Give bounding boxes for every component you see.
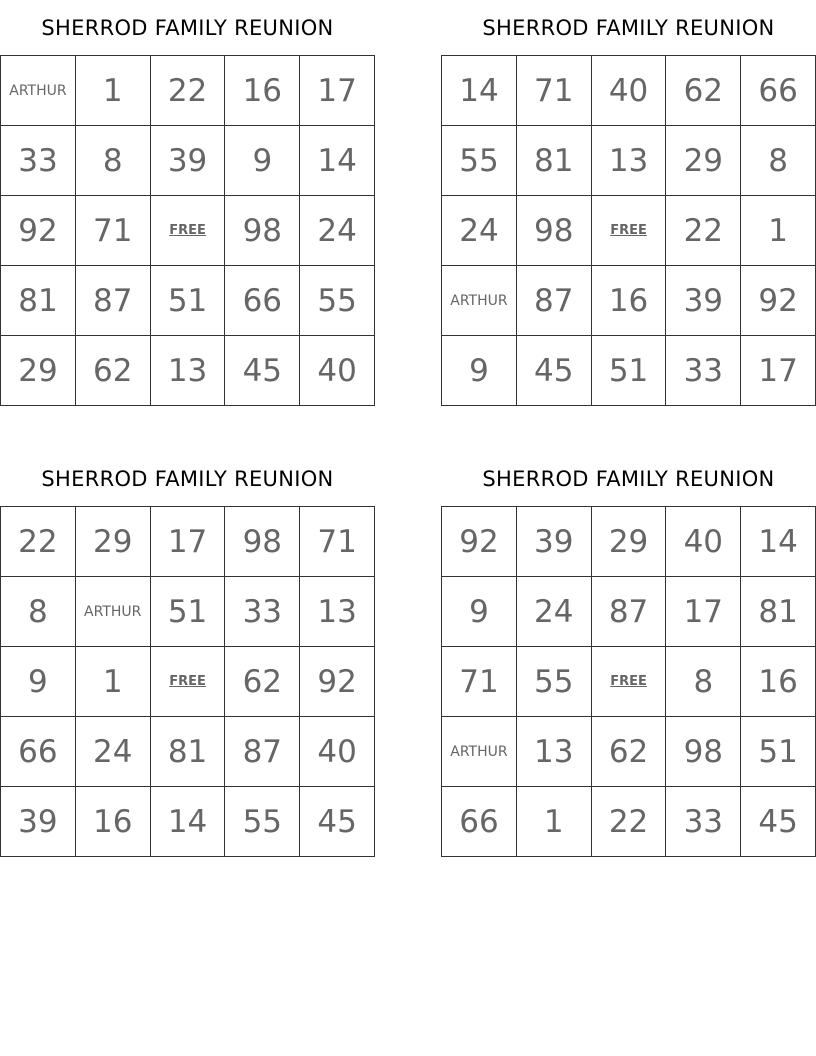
bingo-cell: FREE	[591, 196, 666, 266]
bingo-cell: FREE	[591, 647, 666, 717]
bingo-cell: 45	[741, 787, 816, 857]
bingo-row	[442, 196, 816, 266]
bingo-cell: 17	[300, 56, 375, 126]
bingo-cell: ARTHUR	[442, 266, 517, 336]
bingo-cell: 92	[442, 507, 517, 577]
bingo-cell: 8	[75, 126, 150, 196]
bingo-cell: 39	[150, 126, 225, 196]
bingo-cell: 9	[442, 577, 517, 647]
bingo-grid	[441, 55, 816, 406]
bingo-cell: 62	[75, 336, 150, 406]
bingo-cell: FREE	[150, 647, 225, 717]
bingo-row	[1, 787, 375, 857]
bingo-cell: 55	[300, 266, 375, 336]
bingo-row	[442, 56, 816, 126]
bingo-cell: 40	[300, 717, 375, 787]
bingo-cell: 71	[75, 196, 150, 266]
bingo-cell: 33	[666, 787, 741, 857]
bingo-cell: 81	[516, 126, 591, 196]
bingo-row	[442, 266, 816, 336]
bingo-cell: 14	[741, 507, 816, 577]
bingo-cell: 51	[150, 266, 225, 336]
bingo-cell: 33	[1, 126, 76, 196]
bingo-row	[442, 577, 816, 647]
bingo-cell: 13	[591, 126, 666, 196]
bingo-cell: 66	[741, 56, 816, 126]
bingo-cell: 71	[516, 56, 591, 126]
bingo-cell: 51	[150, 577, 225, 647]
bingo-cell: 13	[516, 717, 591, 787]
bingo-cell: 29	[591, 507, 666, 577]
bingo-cell: 87	[591, 577, 666, 647]
bingo-cell: 8	[666, 647, 741, 717]
bingo-cell: 22	[591, 787, 666, 857]
bingo-cell: 22	[150, 56, 225, 126]
bingo-cell: 29	[666, 126, 741, 196]
bingo-cell: 45	[300, 787, 375, 857]
bingo-cell: 87	[516, 266, 591, 336]
bingo-cell: 39	[516, 507, 591, 577]
bingo-cell: 9	[1, 647, 76, 717]
bingo-cell: 40	[591, 56, 666, 126]
bingo-cell: 13	[150, 336, 225, 406]
bingo-cell: 98	[225, 507, 300, 577]
bingo-row	[1, 56, 375, 126]
bingo-cell: 9	[442, 336, 517, 406]
bingo-cell: 62	[666, 56, 741, 126]
bingo-cell: 14	[150, 787, 225, 857]
bingo-cell: FREE	[150, 196, 225, 266]
bingo-cell: 16	[75, 787, 150, 857]
bingo-cell: 98	[666, 717, 741, 787]
bingo-cell: 13	[300, 577, 375, 647]
bingo-grid	[441, 506, 816, 857]
bingo-cell: 55	[225, 787, 300, 857]
bingo-cell: 81	[1, 266, 76, 336]
bingo-cell: 71	[300, 507, 375, 577]
bingo-cell: 1	[75, 647, 150, 717]
card-title: SHERROD FAMILY REUNION	[41, 16, 334, 40]
bingo-cell: 87	[225, 717, 300, 787]
bingo-cell: 17	[741, 336, 816, 406]
card-title: SHERROD FAMILY REUNION	[482, 467, 775, 491]
bingo-cell: 66	[1, 717, 76, 787]
bingo-row	[1, 196, 375, 266]
bingo-row	[1, 126, 375, 196]
bingo-cell: 22	[666, 196, 741, 266]
bingo-grid	[0, 55, 375, 406]
bingo-cell: 1	[741, 196, 816, 266]
bingo-cell: 1	[516, 787, 591, 857]
bingo-row	[442, 787, 816, 857]
bingo-row	[1, 647, 375, 717]
bingo-cell: 24	[75, 717, 150, 787]
bingo-cell: 9	[225, 126, 300, 196]
bingo-cell: 55	[516, 647, 591, 717]
bingo-cell: 51	[591, 336, 666, 406]
bingo-cell: 81	[150, 717, 225, 787]
bingo-cell: 17	[666, 577, 741, 647]
bingo-cell: 17	[150, 507, 225, 577]
bingo-cell: 39	[666, 266, 741, 336]
bingo-cell: 92	[300, 647, 375, 717]
bingo-cell: 14	[442, 56, 517, 126]
bingo-cell: 29	[75, 507, 150, 577]
bingo-cell: 92	[741, 266, 816, 336]
card-title: SHERROD FAMILY REUNION	[41, 467, 334, 491]
bingo-cell: 1	[75, 56, 150, 126]
bingo-cell: 39	[1, 787, 76, 857]
bingo-row	[1, 266, 375, 336]
bingo-cell: 24	[516, 577, 591, 647]
bingo-cell: 29	[1, 336, 76, 406]
bingo-cell: 92	[1, 196, 76, 266]
bingo-row	[442, 507, 816, 577]
bingo-row	[442, 647, 816, 717]
bingo-cell: 16	[225, 56, 300, 126]
bingo-cell: 33	[666, 336, 741, 406]
bingo-cell: 14	[300, 126, 375, 196]
bingo-cell: 71	[442, 647, 517, 717]
bingo-row	[1, 577, 375, 647]
bingo-cell: 66	[225, 266, 300, 336]
bingo-row	[442, 336, 816, 406]
bingo-cell: 24	[442, 196, 517, 266]
bingo-cell: 40	[666, 507, 741, 577]
bingo-row	[1, 717, 375, 787]
bingo-cell: 66	[442, 787, 517, 857]
bingo-cell: 8	[741, 126, 816, 196]
bingo-cell: 62	[225, 647, 300, 717]
bingo-cell: 16	[591, 266, 666, 336]
bingo-row	[1, 507, 375, 577]
card-title: SHERROD FAMILY REUNION	[482, 16, 775, 40]
bingo-cell: 98	[516, 196, 591, 266]
bingo-cell: 98	[225, 196, 300, 266]
bingo-cell: 45	[516, 336, 591, 406]
bingo-cell: 62	[591, 717, 666, 787]
bingo-cell: 51	[741, 717, 816, 787]
bingo-cell: 87	[75, 266, 150, 336]
bingo-cell: 8	[1, 577, 76, 647]
bingo-row	[442, 126, 816, 196]
bingo-cell: 40	[300, 336, 375, 406]
bingo-row	[1, 336, 375, 406]
bingo-cell: 24	[300, 196, 375, 266]
bingo-cell: 33	[225, 577, 300, 647]
bingo-cell: 45	[225, 336, 300, 406]
bingo-grid	[0, 506, 375, 857]
bingo-row	[442, 717, 816, 787]
bingo-cell: ARTHUR	[442, 717, 517, 787]
bingo-cell: ARTHUR	[75, 577, 150, 647]
bingo-cell: 81	[741, 577, 816, 647]
bingo-cell: 22	[1, 507, 76, 577]
bingo-cell: 55	[442, 126, 517, 196]
bingo-cell: ARTHUR	[1, 56, 76, 126]
bingo-cell: 16	[741, 647, 816, 717]
